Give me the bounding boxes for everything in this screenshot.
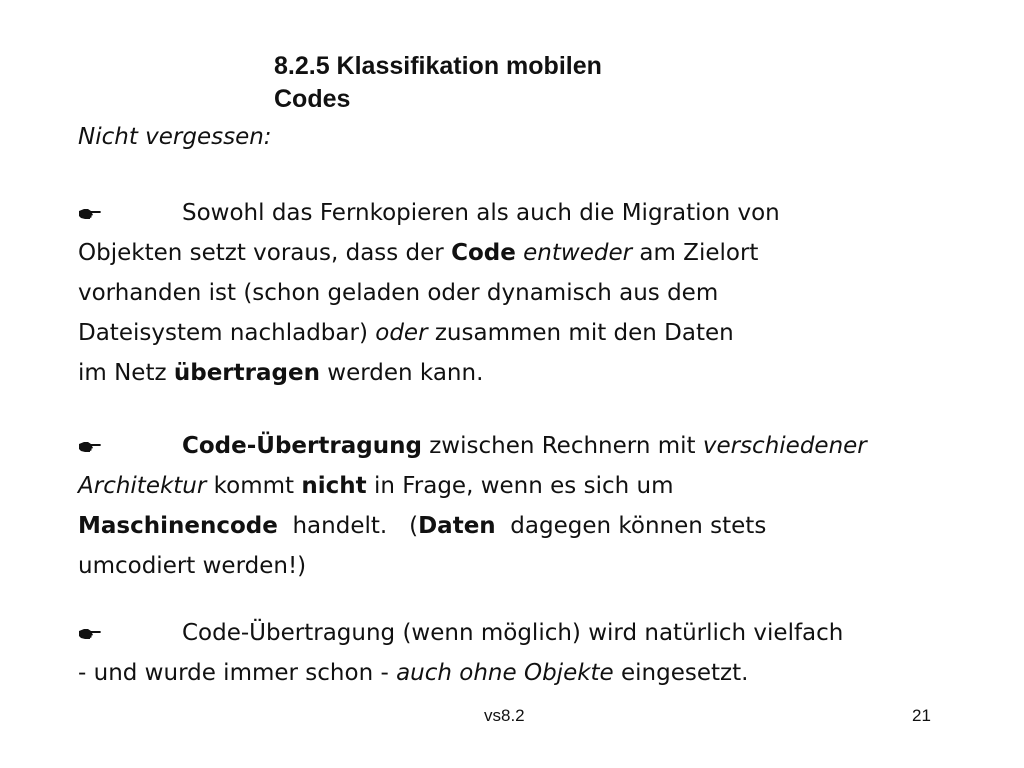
paragraph-3 xyxy=(78,613,978,693)
footer-label: vs8.2 xyxy=(484,706,525,725)
title-line-1: 8.2.5 Klassifikation mobilen xyxy=(274,52,602,80)
text: Dateisystem nachladbar) xyxy=(78,320,376,346)
paragraph-3-line-1 xyxy=(78,613,978,653)
text: zusammen mit den Daten xyxy=(427,320,734,346)
text: Code-Übertragung (wenn möglich) wird natürlich vielfach xyxy=(182,620,844,646)
page-number: 21 xyxy=(912,706,931,725)
emphasis-verschiedener: verschiedener xyxy=(702,433,867,459)
text: kommt xyxy=(206,473,302,499)
paragraph-1 xyxy=(78,193,978,393)
text: in Frage, wenn es sich um xyxy=(366,473,674,499)
emphasis-uebertragen: übertragen xyxy=(173,360,320,386)
emphasis-daten: Daten xyxy=(418,513,496,539)
bullet xyxy=(78,613,182,653)
text: im Netz xyxy=(78,360,174,386)
paragraph-1-line-5 xyxy=(78,353,978,393)
emphasis-code: Code xyxy=(451,240,516,266)
paragraph-1-line-4 xyxy=(78,313,978,353)
paragraph-1-line-1 xyxy=(78,193,978,233)
paragraph-1-line-2 xyxy=(78,233,978,273)
emphasis-architektur: Architektur xyxy=(78,473,207,499)
paragraph-2-line-4: umcodiert werden!) xyxy=(78,553,307,579)
emphasis-oder: oder xyxy=(375,320,428,346)
text: Objekten setzt voraus, dass der xyxy=(78,240,452,266)
text: am Zielort xyxy=(632,240,759,266)
title-line-2: Codes xyxy=(274,85,351,113)
subtitle: Nicht vergessen: xyxy=(78,124,272,150)
emphasis-nicht: nicht xyxy=(301,473,367,499)
bullet xyxy=(78,193,182,233)
slide-title xyxy=(274,50,734,116)
text: zwischen Rechnern mit xyxy=(421,433,703,459)
text: dagegen können stets xyxy=(495,513,767,539)
emphasis-entweder: entweder xyxy=(523,240,633,266)
paragraph-1-line-3: vorhanden ist (schon geladen oder dynamisch aus dem xyxy=(78,280,719,306)
bullet xyxy=(78,426,182,466)
paragraph-2-line-2 xyxy=(78,466,978,506)
paragraph-2 xyxy=(78,426,978,586)
text: Sowohl das Fernkopieren als auch die Migration von xyxy=(182,200,780,226)
emphasis-maschinencode: Maschinencode xyxy=(78,513,278,539)
emphasis-code-uebertragung: Code-Übertragung xyxy=(182,433,422,459)
pointing-hand-icon xyxy=(78,440,102,454)
text: werden kann. xyxy=(319,360,484,386)
text: - und wurde immer schon - xyxy=(78,660,397,686)
paragraph-2-line-3 xyxy=(78,506,978,546)
pointing-hand-icon xyxy=(78,207,102,221)
pointing-hand-icon xyxy=(78,627,102,641)
emphasis-auch-ohne-objekte: auch ohne Objekte xyxy=(396,660,614,686)
text: eingesetzt. xyxy=(613,660,749,686)
text: handelt. ( xyxy=(277,513,419,539)
paragraph-2-line-1 xyxy=(78,426,978,466)
paragraph-3-line-2 xyxy=(78,653,978,693)
